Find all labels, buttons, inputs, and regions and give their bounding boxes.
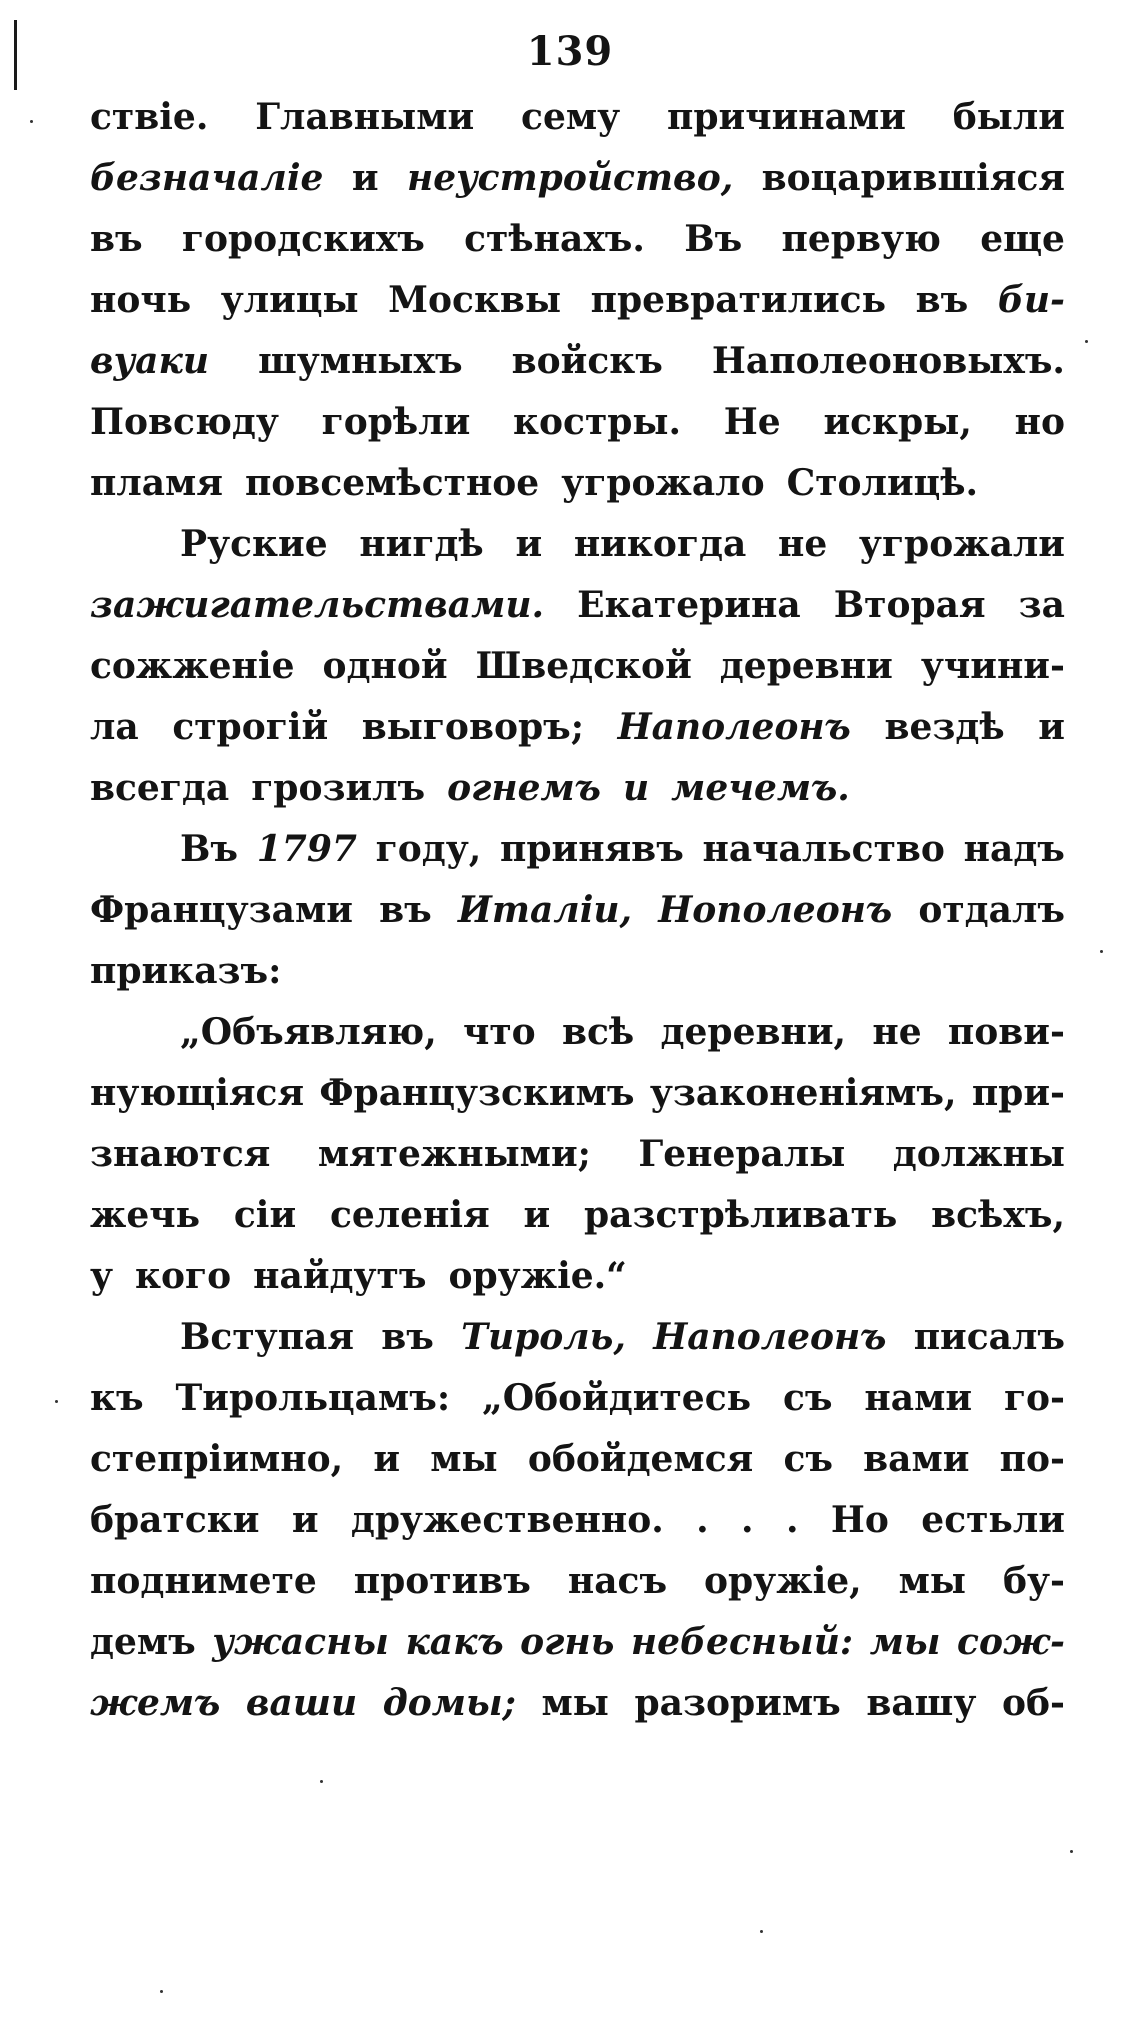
word: мы [430,1438,498,1480]
word: нами [864,1377,973,1419]
text-line [90,950,1065,1011]
word: и [523,1194,551,1236]
word: и [373,1438,401,1480]
word: и [291,1499,319,1541]
word: въ [915,279,969,321]
word: бу- [1002,1560,1065,1602]
word: вездѣ [884,706,1005,748]
word: ствіе. [90,96,209,138]
scan-speck [320,1780,323,1783]
word: Столицѣ. [786,462,979,504]
word: Въ [684,218,743,260]
word: войскъ [511,340,663,382]
text-line [90,1194,1065,1255]
word: „Обойдитесь [482,1377,752,1419]
italic-word: Италіи, [457,889,633,931]
text-line [90,1682,1065,1743]
italic-word: небесный: [630,1621,854,1663]
italic-word: сож- [957,1621,1065,1663]
word: . [785,1499,799,1541]
word: къ [90,1377,144,1419]
word: Главными [255,96,475,138]
word: Шведской [475,645,692,687]
text-line [90,828,1065,889]
word: всѣхъ, [931,1194,1065,1236]
text-line [90,1621,1065,1682]
word: въ [90,218,143,260]
word: по- [999,1438,1065,1480]
word: разстрѣливать [583,1194,898,1236]
word: повсемѣстное [244,462,540,504]
word: мы [898,1560,966,1602]
word: Тирольцамъ: [175,1377,451,1419]
italic-word: мы [869,1621,941,1663]
word: ночь [90,279,192,321]
word: Вступая [180,1316,354,1358]
italic-word: ужасны [212,1621,389,1663]
italic-word: неустройство, [406,157,734,199]
text-line [90,1011,1065,1072]
word: первую [781,218,941,260]
word: были [952,96,1065,138]
word: оружіе, [704,1560,862,1602]
word: кого [135,1255,232,1297]
word: воцарившіяся [761,157,1065,199]
word: приказъ: [90,950,282,992]
word: и [1038,706,1065,748]
word: за [1018,584,1065,626]
italic-word: ваши [245,1682,358,1724]
word: костры. [513,401,682,443]
word: угрожали [858,523,1065,565]
word: начальство [702,828,945,870]
italic-word: жемъ [90,1682,221,1724]
word: горѣли [321,401,471,443]
word: году, [375,828,482,870]
word: строгій [172,706,329,748]
word: стѣнахъ. [464,218,645,260]
word: Но [830,1499,889,1541]
italic-word: Тироль, [461,1316,626,1358]
word: у [90,1255,114,1297]
word: шумныхъ [258,340,463,382]
word: мы [541,1682,609,1724]
italic-word: зажигательствами. [90,584,545,626]
word: причинами [667,96,906,138]
text-line [90,523,1065,584]
italic-word: вуаки [90,340,210,382]
word: Въ [180,828,239,870]
word: принявъ [500,828,684,870]
text-line [90,1438,1065,1499]
italic-word: домы; [382,1682,516,1724]
word: Москвы [388,279,562,321]
word: деревни, [660,1011,847,1053]
word: . [741,1499,754,1541]
word: мятежными; [317,1133,591,1175]
word: учини- [920,645,1065,687]
page-number: 139 [526,28,614,75]
italic-word: мечемъ. [671,767,850,809]
word: демъ [90,1621,196,1663]
text-line [90,96,1065,157]
text-line [90,584,1065,645]
word: братски [90,1499,260,1541]
word: еще [980,218,1065,260]
word: писалъ [913,1316,1065,1358]
word: поднимете [90,1560,317,1602]
italic-word: и [622,767,650,809]
word: Генералы [638,1133,846,1175]
word: разоримъ [634,1682,841,1724]
text-line [90,706,1065,767]
word: дружественно. [350,1499,664,1541]
word: улицы [220,279,359,321]
word: съ [783,1438,833,1480]
italic-word: Наполеонъ [653,1316,887,1358]
text-line [90,1377,1065,1438]
body-text [90,96,1065,1743]
word: Не [723,401,781,443]
word: узаконеніямъ, [649,1072,957,1114]
word: об- [1002,1682,1065,1724]
word: выговоръ; [361,706,585,748]
word: противъ [353,1560,531,1602]
text-line [90,462,1065,523]
italic-word: безначаліе [90,157,324,199]
text-line [90,1316,1065,1377]
word: ла [90,706,139,748]
word: естьли [921,1499,1065,1541]
scan-speck [160,1990,163,1993]
word: въ [381,1316,434,1358]
word: Повсюду [90,401,279,443]
word: го- [1003,1377,1065,1419]
word: нигдѣ [359,523,484,565]
word: . [696,1499,709,1541]
word: искры, [823,401,972,443]
word: угрожало [561,462,765,504]
word: вами [863,1438,970,1480]
word: всегда [90,767,230,809]
italic-word: Наполеонъ [617,706,851,748]
word: при- [971,1072,1065,1114]
word: сему [521,96,621,138]
word: грозилъ [251,767,426,809]
word: насъ [567,1560,668,1602]
word: обойдемся [527,1438,754,1480]
scan-speck [1085,340,1088,343]
text-line [90,401,1065,462]
text-line [90,1133,1065,1194]
word: вашу [866,1682,977,1724]
text-line [90,279,1065,340]
scan-speck [1070,1850,1073,1853]
word: сіи [233,1194,297,1236]
text-line [90,767,1065,828]
italic-word: би- [997,279,1065,321]
word: „Объявляю, [180,1011,437,1053]
word: не [777,523,828,565]
word: Руские [180,523,328,565]
italic-word: Нополеонъ [658,889,893,931]
text-line [90,889,1065,950]
word: степріимно, [90,1438,344,1480]
word: нующіяся [90,1072,305,1114]
text-line [90,1560,1065,1621]
word: всѣ [561,1011,635,1053]
word: пламя [90,462,223,504]
italic-word: 1797 [256,828,357,870]
word: и [515,523,543,565]
word: въ [379,889,432,931]
word: сожженіе [90,645,295,687]
word: и [351,157,379,199]
word: городскихъ [181,218,425,260]
word: Екатерина [577,584,801,626]
word: превратились [590,279,887,321]
word: Французскимъ [319,1072,635,1114]
text-line [90,340,1065,401]
scan-speck [1100,950,1103,953]
word: оружіе.“ [448,1255,627,1297]
word: жечь [90,1194,201,1236]
word: не [872,1011,922,1053]
text-line [90,1499,1065,1560]
word: деревни [719,645,893,687]
word: но [1014,401,1065,443]
italic-word: огнь [520,1621,615,1663]
word: одной [322,645,448,687]
word: должны [892,1133,1065,1175]
word: пови- [947,1011,1065,1053]
word: найдутъ [253,1255,427,1297]
text-line [90,218,1065,279]
word: Вторая [833,584,986,626]
scan-speck [55,1400,58,1403]
text-line [90,1072,1065,1133]
word: съ [782,1377,833,1419]
word: знаются [90,1133,271,1175]
word: отдалъ [918,889,1065,931]
text-line [90,157,1065,218]
word: селенія [329,1194,490,1236]
word: Наполеоновыхъ. [711,340,1065,382]
text-line [90,645,1065,706]
word: никогда [573,523,747,565]
word: надъ [963,828,1065,870]
text-line [90,1255,1065,1316]
scan-speck [760,1930,763,1933]
word: что [463,1011,536,1053]
italic-word: какъ [405,1621,504,1663]
italic-word: огнемъ [447,767,601,809]
word: Французами [90,889,353,931]
scan-speck [30,120,33,123]
